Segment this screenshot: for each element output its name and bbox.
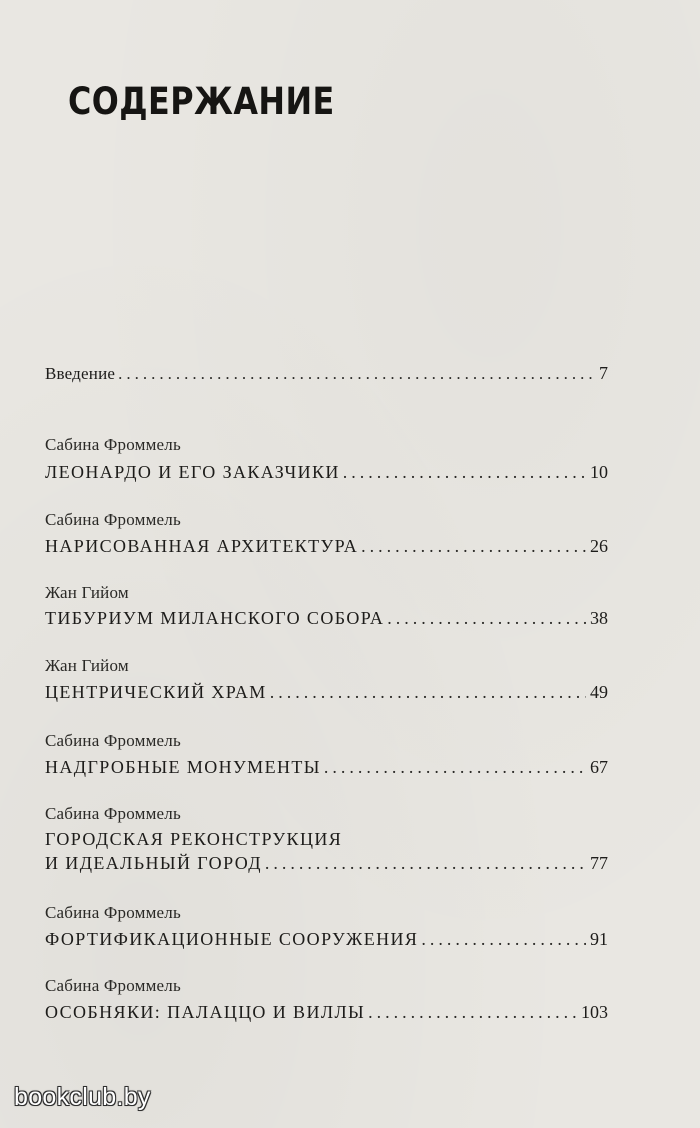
dot-leader [118,362,595,386]
toc-entry[interactable] [45,927,608,951]
toc-page-number: 91 [590,929,608,949]
toc-page-number: 7 [599,363,608,383]
toc-entry-title: ТИБУРИУМ МИЛАНСКОГО СОБОРА [45,608,385,628]
toc-entry-title: НАДГРОБНЫЕ МОНУМЕНТЫ [45,757,321,777]
dot-leader [387,606,586,630]
toc-author: Жан Гийом [45,583,129,602]
toc-page-number: 67 [590,757,608,777]
toc-entry[interactable] [45,755,608,779]
toc-entry-title: ОСОБНЯКИ: ПАЛАЦЦО И ВИЛЛЫ [45,1002,366,1022]
toc-page-number: 49 [590,682,608,702]
page-title: СОДЕРЖАНИЕ [68,80,335,123]
dot-leader [324,755,586,779]
toc-entry-title: Введение [45,364,116,383]
dot-leader [265,851,586,875]
dot-leader [361,534,586,558]
toc-page-number: 10 [590,462,608,482]
toc-entry[interactable] [45,851,608,875]
toc-entry-title: НАРИСОВАННАЯ АРХИТЕКТУРА [45,536,359,556]
toc-entry[interactable] [45,460,608,484]
toc-author: Жан Гийом [45,656,129,675]
toc-author: Сабина Фроммель [45,804,181,823]
site-watermark: bookclub.by [14,1083,151,1111]
toc-entry[interactable] [45,680,608,704]
toc-author: Сабина Фроммель [45,510,181,529]
dot-leader [421,927,586,951]
dot-leader [368,1000,577,1024]
toc-entry-title: ЦЕНТРИЧЕСКИЙ ХРАМ [45,682,267,702]
toc-author: Сабина Фроммель [45,976,181,995]
toc-entry[interactable] [45,534,608,558]
toc-page-number: 26 [590,536,608,556]
toc-entry[interactable] [45,1000,608,1024]
toc-entry[interactable] [45,606,608,630]
dot-leader [270,680,586,704]
toc-page-number: 103 [581,1002,608,1022]
toc-entry-title-line[interactable] [45,827,608,851]
toc-entry-title: ЛЕОНАРДО И ЕГО ЗАКАЗЧИКИ [45,462,340,482]
toc-author: Сабина Фроммель [45,903,181,922]
toc-page-number: 77 [590,853,608,873]
toc-entry-introduction[interactable] [45,361,608,386]
toc-entry-title: ГОРОДСКАЯ РЕКОНСТРУКЦИЯ [45,829,343,849]
toc-entry-title: ФОРТИФИКАЦИОННЫЕ СООРУЖЕНИЯ [45,929,419,949]
toc-author: Сабина Фроммель [45,435,181,454]
dot-leader [343,460,586,484]
toc-page-number: 38 [590,608,608,628]
toc-author: Сабина Фроммель [45,731,181,750]
toc-entry-title: И ИДЕАЛЬНЫЙ ГОРОД [45,853,262,873]
